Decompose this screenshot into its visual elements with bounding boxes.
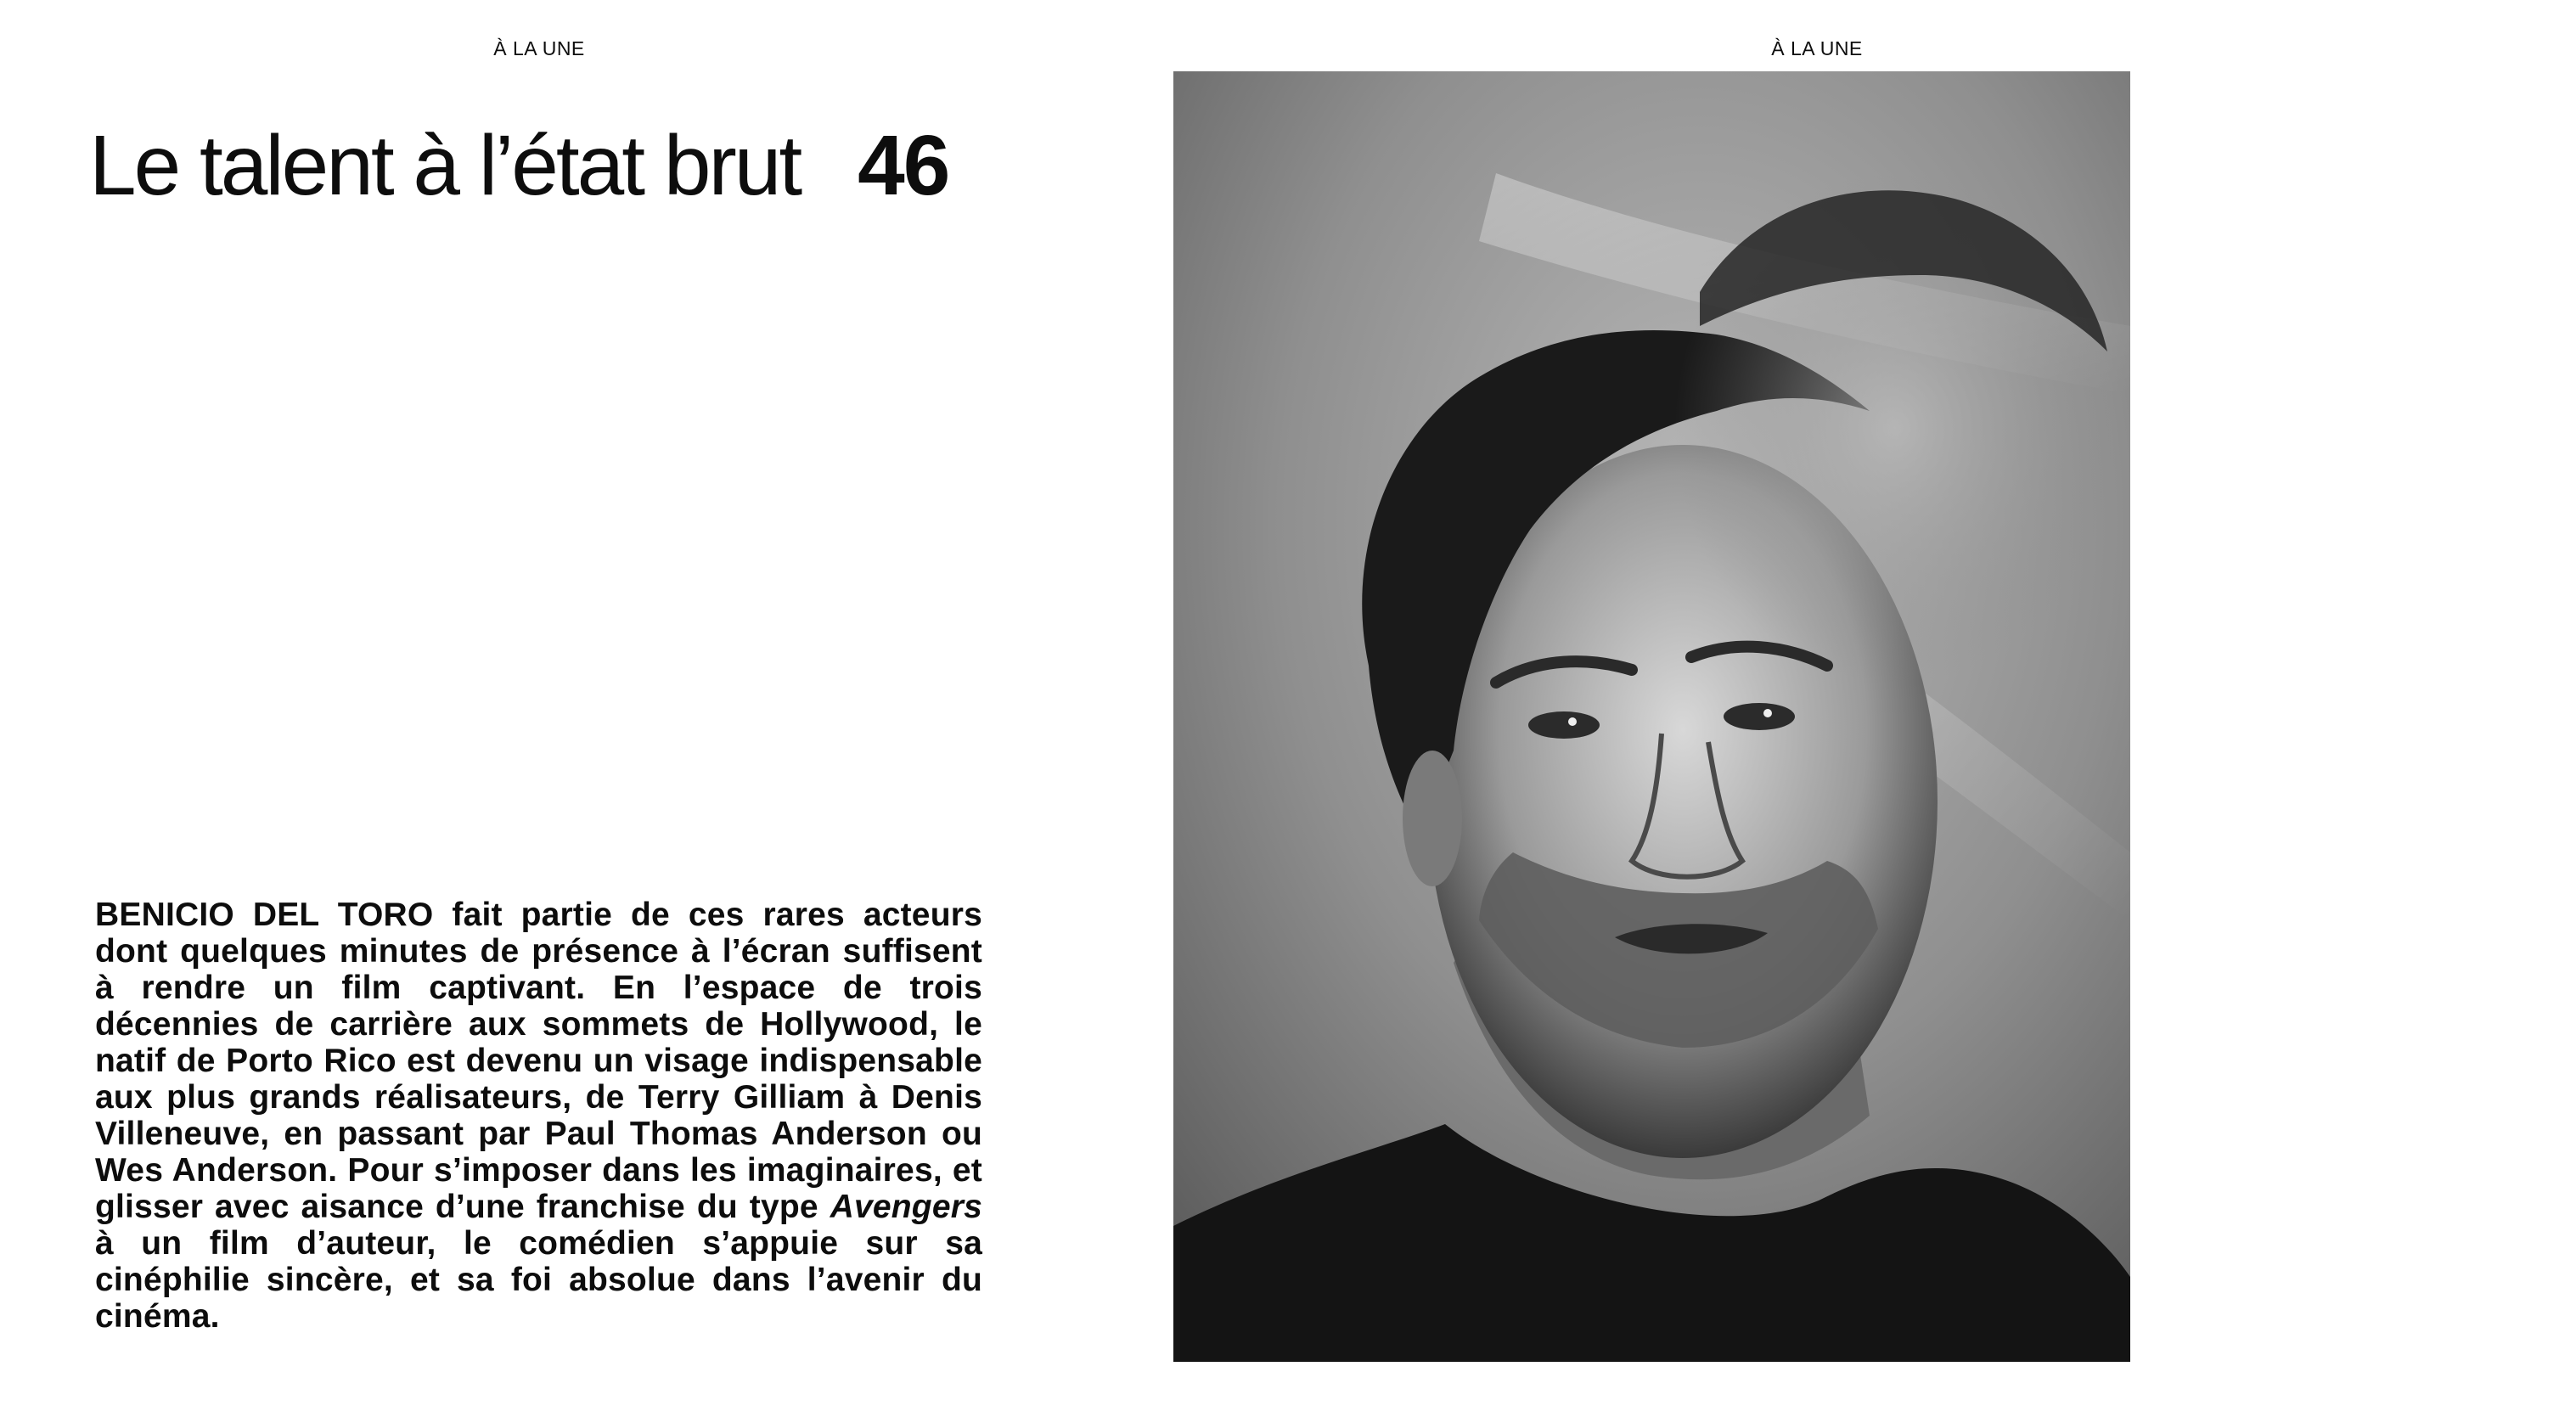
caption-line-1: Veste en jersey de laine et coton, [2296,1297,2483,1312]
right-page [1087,0,2483,1417]
portrait-photo [1173,71,2130,1362]
caption-brand: ZEGNA. [2389,1314,2438,1329]
headline [89,117,1006,215]
headline-title: Le talent à l’état brut [89,118,801,213]
photo-caption [2296,1296,2576,1330]
portrait-photo-icon [1173,71,2130,1362]
intro-italic-title: Avengers [830,1189,982,1225]
intro-text-part1: fait partie de ces rares acteurs dont quelques minutes de présence à l’écran suffisent à rendre un film captivant. En l’espace de trois décennies de carrière aux sommets de Hollywood, le natif de Porto Rico est devenu un visage indispensable aux plus grands réalisateurs, de Terry Gilliam à Denis Villeneuve, en passant par Paul Thomas Anderson ou Wes Anderson. Pour s’imposer dans les imaginaires, et glisser avec aisance d’une franchise du type [95,897,982,1225]
intro-text-part2: à un film d’auteur, le comédien s’appuie sur sa cinéphilie sincère, et sa foi absolue dans l’avenir du cinéma. [95,1225,982,1335]
intro-paragraph [95,897,982,1335]
intro-subject-name: BENICIO DEL TORO [95,897,434,933]
section-label: À LA UNE [493,37,585,59]
left-page [0,0,1087,1417]
caption-line-2-prefix: et polo en laine, [2296,1314,2390,1329]
page-number: 46 [858,118,949,213]
caption-line-2 [2296,1313,2576,1330]
section-label-right: À LA UNE [1771,37,1863,59]
